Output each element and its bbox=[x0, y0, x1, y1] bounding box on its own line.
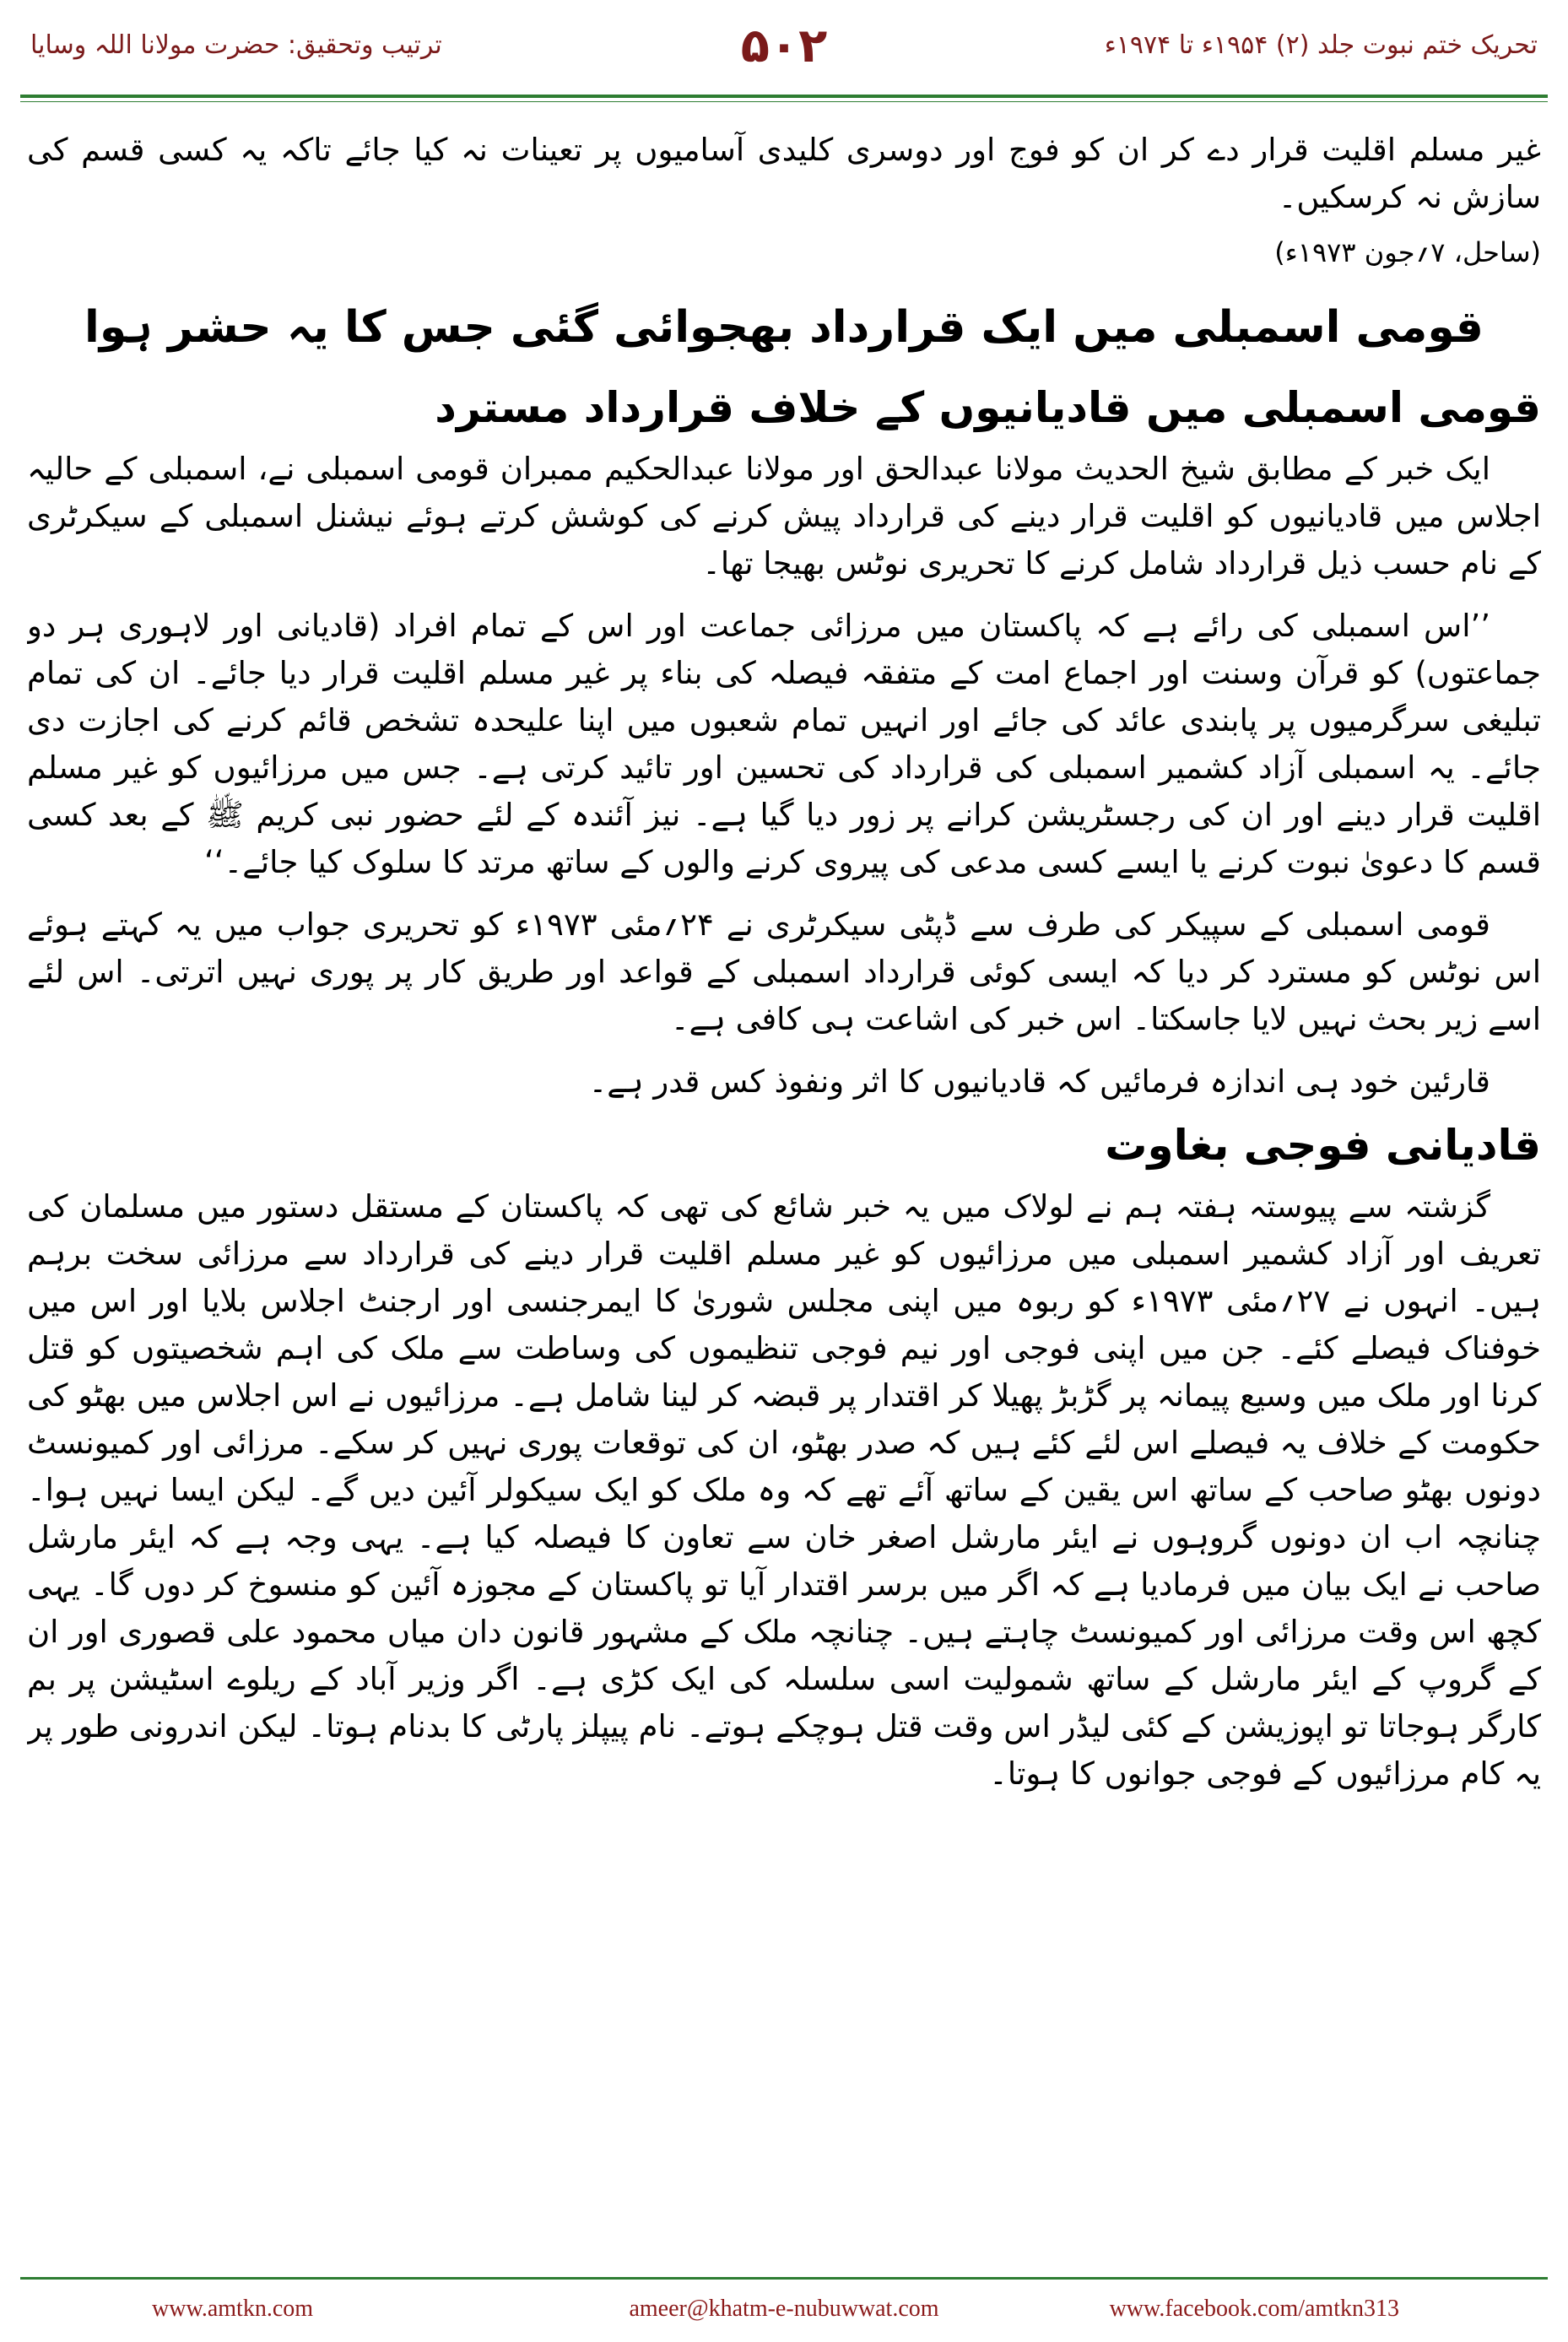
header-divider bbox=[20, 95, 1548, 98]
page-number: ۵۰۲ bbox=[740, 19, 828, 73]
resolution-quote: ’’اس اسمبلی کی رائے ہے کہ پاکستان میں مرزائی جماعت اور اس کے تمام افراد (قادیانی اور لاہوری ہر دو جماعتوں) کو قرآن وسنت اور اجماع امت کے متفقہ فیصلہ کی بناء پر غیر مسلم اقلیت قرار دیا جائے۔ ان کی تمام تبلیغی سرگرمیوں پر پابندی عائد کی جائے اور انہیں تمام شعبوں میں اپنا علیحدہ تشخص قائم کرنے کی اجازت دی جائے۔ یہ اسمبلی آزاد کشمیر اسمبلی کی قرارداد کی تحسین اور تائید کرتی ہے۔ جس میں مرزائیوں کو غیر مسلم اقلیت قرار دینے اور ان کی رجسٹریشن کرانے پر زور دیا گیا ہے۔ نیز آئندہ کے لئے حضور نبی کریم ﷺ کے بعد کسی قسم کا دعویٰ نبوت کرنے یا ایسے کسی مدعی کی پیروی کرنے والوں کے ساتھ مرتد کا سلوک کیا جائے۔‘‘ bbox=[27, 608, 1541, 880]
header-divider-thin bbox=[20, 101, 1548, 102]
paragraph-rebellion: گزشتہ سے پیوستہ ہفتہ ہم نے لولاک میں یہ خبر شائع کی تھی کہ پاکستان کے مستقل دستور میں مسلمان کی تعریف اور آزاد کشمیر اسمبلی میں مرزائیوں کو غیر مسلم اقلیت قرار دینے کی قرارداد سے مرزائی سخت برہم ہیں۔ انہوں نے ۲۷؍مئی ۱۹۷۳ء کو ربوہ میں اپنی مجلس شوریٰ کا ایمرجنسی اور ارجنٹ اجلاس بلایا اور اس میں خوفناک فیصلے کئے۔ جن میں اپنی فوجی اور نیم فوجی تنظیموں کی وساطت سے ملک کی اہم شخصیتوں کو قتل کرنا اور ملک میں وسیع پیمانہ پر گڑبڑ پھیلا کر اقتدار پر قبضہ کر لینا شامل ہے۔ مرزائیوں نے اس اجلاس میں بھٹو کی حکومت کے خلاف یہ فیصلے اس لئے کئے ہیں کہ صدر بھٹو، ان کی توقعات پوری نہیں کر سکے۔ مرزائی اور کمیونسٹ دونوں بھٹو صاحب کے ساتھ اس یقین کے ساتھ آئے تھے کہ وہ ملک کو ایک سیکولر آئین دیں گے۔ لیکن ایسا نہیں ہوا۔ چنانچہ اب ان دونوں گروہوں نے ایئر مارشل اصغر خان سے تعاون کا فیصلہ کیا ہے۔ یہی وجہ ہے کہ ایئر مارشل صاحب نے ایک بیان میں فرمادیا ہے کہ اگر میں برسر اقتدار آیا تو پاکستان کے مجوزہ آئین کو منسوخ کر دوں گا۔ یہی کچھ اس وقت مرزائی اور کمیونسٹ چاہتے ہیں۔ چنانچہ ملک کے مشہور قانون دان میاں محمود علی قصوری اور ان کے گروپ کے ایئر مارشل کے ساتھ شمولیت اسی سلسلہ کی ایک کڑی ہے۔ اگر وزیر آباد کے ریلوے اسٹیشن پر بم کارگر ہوجاتا تو اپوزیشن کے کئی لیڈر اس وقت قتل ہوچکے ہوتے۔ نام پیپلز پارٹی کا بدنام ہوتا۔ لیکن اندرونی طور پر یہ کام مرزائیوں کے فوجی جوانوں کا ہوتا۔ bbox=[27, 1188, 1541, 1792]
series-title: تحریک ختم نبوت جلد (۲) ۱۹۵۴ء تا ۱۹۷۴ء bbox=[1104, 30, 1538, 60]
paragraph-speaker-reply: قومی اسمبلی کے سپیکر کی طرف سے ڈپٹی سیکرٹری نے ۲۴؍مئی ۱۹۷۳ء کو تحریری جواب میں یہ کہتے ہوئے اس نوٹس کو مسترد کر دیا کہ ایسی کوئی قرارداد اسمبلی کے قواعد اور طریق کار پر پوری نہیں اترتی۔ اس لئے اسے زیر بحث نہیں لایا جاسکتا۔ اس خبر کی اشاعت ہی کافی ہے۔ bbox=[27, 906, 1541, 1037]
page-body bbox=[27, 127, 1541, 2241]
compiler-credit: ترتیب وتحقیق: حضرت مولانا اللہ وسایا bbox=[30, 30, 442, 60]
page-header bbox=[0, 0, 1568, 118]
main-title: قومی اسمبلی میں ایک قرارداد بھجوائی گئی جس کا یہ حشر ہوا bbox=[84, 302, 1484, 353]
page-footer bbox=[0, 2262, 1568, 2342]
footer-facebook-link[interactable]: www.facebook.com/amtkn313 bbox=[1109, 2296, 1399, 2322]
paragraph-readers: قارئین خود ہی اندازہ فرمائیں کہ قادیانیوں کا اثر ونفوذ کس قدر ہے۔ bbox=[588, 1063, 1490, 1100]
paragraph-news: ایک خبر کے مطابق شیخ الحدیث مولانا عبدالحق اور مولانا عبدالحکیم ممبران قومی اسمبلی نے، اسمبلی کے حالیہ اجلاس میں قادیانیوں کو اقلیت قرار دینے کی قرارداد پیش کرنے کی کوشش کرتے ہوئے نیشنل اسمبلی کے سیکرٹری کے نام حسب ذیل قرارداد شامل کرنے کا تحریری نوٹس بھیجا تھا۔ bbox=[27, 451, 1541, 581]
footer-website-link[interactable]: www.amtkn.com bbox=[152, 2296, 314, 2322]
section-heading-resolution: قومی اسمبلی میں قادیانیوں کے خلاف قرارداد مسترد bbox=[435, 383, 1541, 432]
intro-paragraph: غیر مسلم اقلیت قرار دے کر ان کو فوج اور دوسری کلیدی آسامیوں پر تعینات نہ کیا جائے تاکہ یہ کسی قسم کی سازش نہ کرسکیں۔ bbox=[27, 132, 1541, 215]
source-citation: (ساحل، ۷؍جون ۱۹۷۳ء) bbox=[1274, 236, 1541, 268]
footer-divider bbox=[20, 2277, 1548, 2280]
section-heading-rebellion: قادیانی فوجی بغاوت bbox=[1105, 1121, 1541, 1170]
footer-email-link[interactable]: ameer@khatm-e-nubuwwat.com bbox=[629, 2296, 939, 2322]
